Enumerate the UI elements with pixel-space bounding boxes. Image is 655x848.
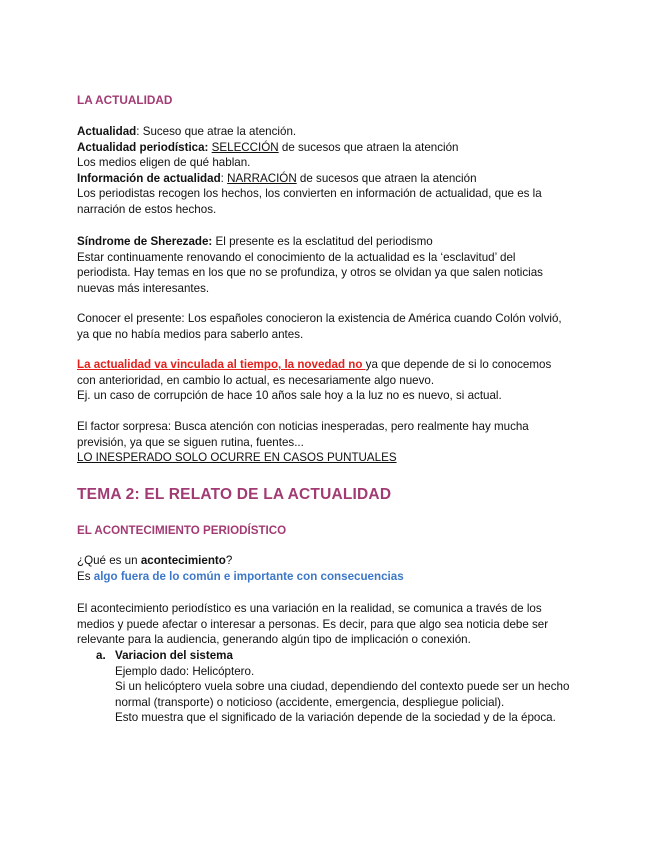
acontecimiento-paragraph bbox=[77, 601, 577, 648]
term: Actualidad bbox=[77, 125, 137, 138]
tiempo-line bbox=[77, 357, 577, 373]
tiempo-block bbox=[77, 357, 577, 404]
term: acontecimiento bbox=[140, 554, 226, 567]
paragraph-line: Si un helicóptero vuela sobre una ciudad, dependiendo del contexto puede ser un hecho bbox=[115, 680, 570, 694]
paragraph-line: narración de estos hechos. bbox=[77, 202, 217, 216]
paragraph-line: periodista. Hay temas en los que no se profundiza, y otros se olvidan ya que salen noticias bbox=[77, 266, 543, 280]
underlined-word: SELECCIÓN bbox=[211, 140, 279, 154]
question-line bbox=[77, 553, 577, 569]
paragraph-line: nuevas más interesantes. bbox=[77, 281, 210, 295]
definition-informacion bbox=[77, 171, 577, 187]
underlined-word: NARRACIÓN bbox=[227, 171, 297, 185]
paragraph-line: Ejemplo dado: Helicóptero. bbox=[115, 664, 255, 678]
underlined-statement bbox=[77, 450, 577, 466]
acontecimiento-heading: EL ACONTECIMIENTO PERIODÍSTICO bbox=[77, 524, 287, 537]
paragraph-line: con anterioridad, en cambio lo actual, es necesariamente algo nuevo. bbox=[77, 373, 435, 387]
paragraph-line: Ej. un caso de corrupción de hace 10 años sale hoy a la luz no es nuevo, si actual. bbox=[77, 389, 502, 403]
paragraph-line: Conocer el presente: Los españoles conocieron la existencia de América cuando Colón volvió, bbox=[77, 312, 562, 325]
definition-text: de sucesos que atraen la atención bbox=[296, 171, 477, 185]
paragraph-line: relevante para la audiencia, generando algún tipo de implicación o conexión. bbox=[77, 633, 471, 647]
definition-actualidad bbox=[77, 124, 577, 140]
paragraph-line: normal (transporte) o noticioso (accidente, emergencia, despliegue policial). bbox=[115, 695, 505, 709]
paragraph-line: ya que no había medios para saberlo antes. bbox=[77, 327, 304, 341]
underlined-text: LO INESPERADO SOLO OCURRE EN CASOS PUNTUALES bbox=[77, 451, 397, 465]
question-block bbox=[77, 553, 577, 584]
paragraph-text: ya que depende de si lo conocemos bbox=[365, 358, 552, 371]
definition-text: : Suceso que atrae la atención. bbox=[136, 125, 297, 138]
answer-line bbox=[77, 569, 577, 585]
conocer-presente-block bbox=[77, 311, 577, 342]
paragraph-line: El factor sorpresa: Busca atención con noticias inesperadas, pero realmente hay mucha bbox=[77, 420, 529, 433]
highlighted-answer: algo fuera de lo común e importante con consecuencias bbox=[93, 569, 404, 583]
paragraph-line: Los medios eligen de qué hablan. bbox=[77, 156, 251, 170]
definition-actualidad-periodistica bbox=[77, 140, 577, 156]
definitions-block bbox=[77, 124, 577, 218]
answer-prefix: Es bbox=[77, 569, 94, 583]
factor-sorpresa-block bbox=[77, 419, 577, 466]
list-item-title: Variacion del sistema bbox=[115, 649, 233, 662]
paragraph-line: previsión, ya que se siguen rutina, fuentes... bbox=[77, 435, 304, 449]
list-item-variacion bbox=[115, 648, 585, 726]
tema-2-heading: TEMA 2: EL RELATO DE LA ACTUALIDAD bbox=[77, 486, 392, 503]
paragraph-line: Los periodistas recogen los hechos, los convierten en información de actualidad, que es la bbox=[77, 187, 542, 201]
term: Síndrome de Sherezade: bbox=[77, 235, 213, 248]
list-marker: a. bbox=[96, 649, 106, 662]
paragraph-line: Esto muestra que el significado de la variación depende de la sociedad y de la época. bbox=[115, 711, 556, 725]
sherezade-title-line bbox=[77, 234, 577, 250]
definition-text: El presente es la esclatitud del periodismo bbox=[212, 235, 433, 248]
question-mark: ? bbox=[225, 554, 233, 567]
colon: : bbox=[220, 171, 228, 185]
term: Actualidad periodística: bbox=[77, 140, 209, 154]
question-text: ¿Qué es un bbox=[77, 554, 141, 567]
definition-text: de sucesos que atraen la atención bbox=[278, 140, 459, 154]
paragraph-line: El acontecimiento periodístico es una variación en la realidad, se comunica a través de los bbox=[77, 602, 542, 615]
sherezade-block bbox=[77, 234, 577, 296]
paragraph-line: Estar continuamente renovando el conocimiento de la actualidad es la ‘esclavitud’ del bbox=[77, 250, 516, 264]
paragraph-line: medios y puede afectar o interesar a personas. Es decir, para que algo sea noticia debe ser bbox=[77, 617, 549, 631]
term: Información de actualidad bbox=[77, 171, 221, 185]
section-heading-la-actualidad: LA ACTUALIDAD bbox=[77, 93, 173, 107]
highlighted-statement: La actualidad va vinculada al tiempo, la novedad no bbox=[77, 358, 366, 371]
